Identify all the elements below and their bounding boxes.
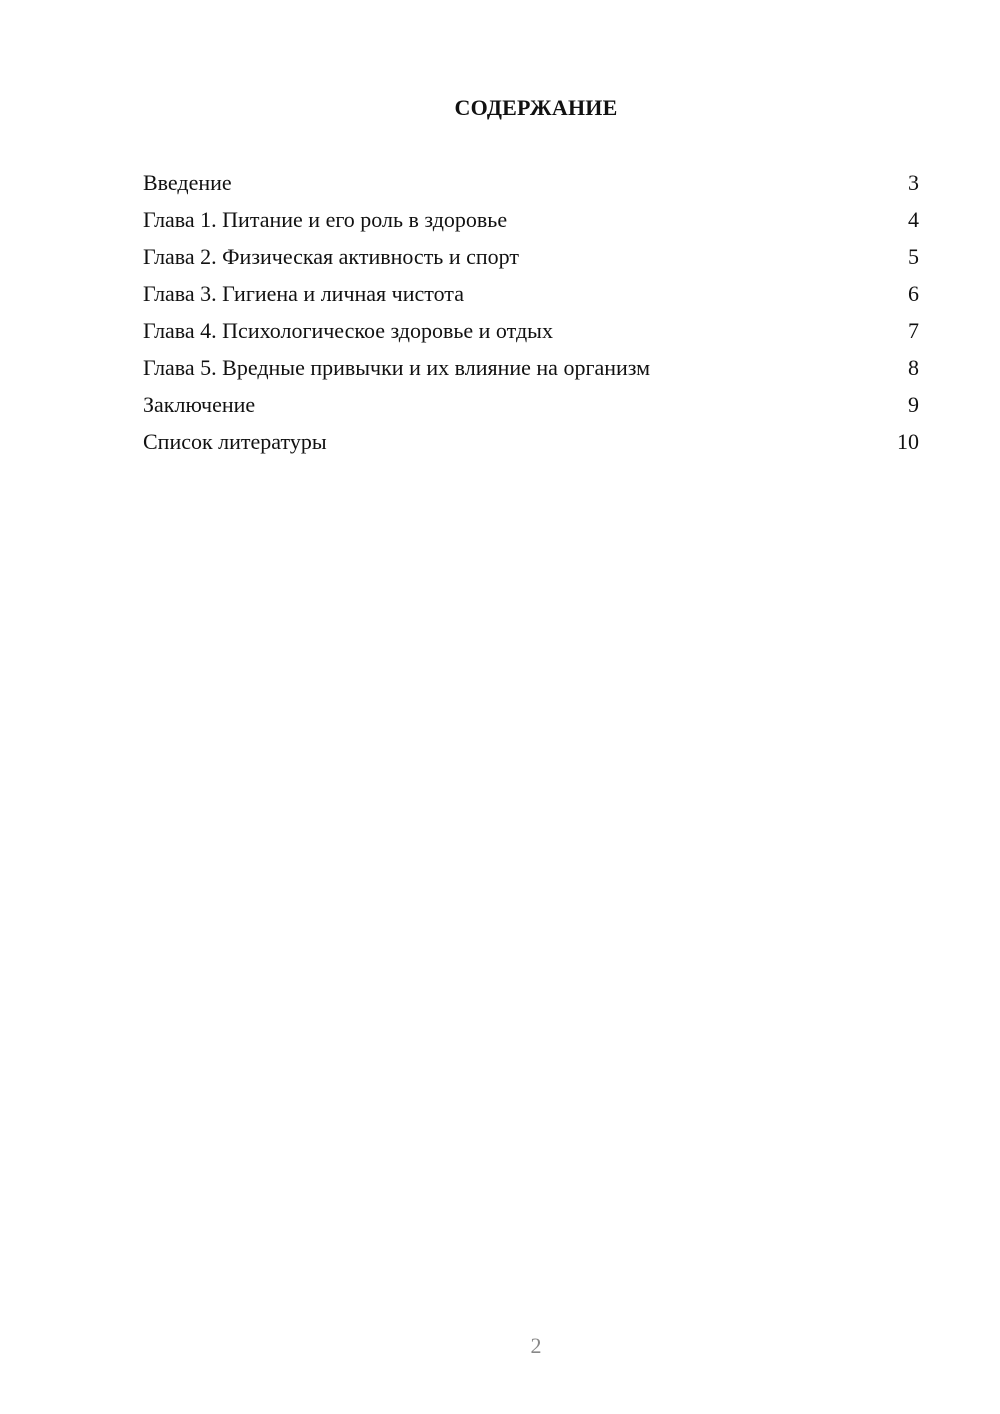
toc-entry-label: Введение <box>143 170 232 195</box>
toc-entry-page: 9 <box>908 392 919 417</box>
toc-entry-page: 8 <box>908 355 919 380</box>
toc-title: СОДЕРЖАНИЕ <box>454 95 618 120</box>
toc-entry-page: 4 <box>908 207 919 232</box>
toc-entry <box>143 207 919 244</box>
toc-entry <box>143 281 919 318</box>
toc-entry-page: 10 <box>897 429 919 454</box>
toc-entry-page: 5 <box>908 244 919 269</box>
toc-entry <box>143 170 919 207</box>
table-of-contents <box>143 170 919 466</box>
toc-entry-label: Список литературы <box>143 429 327 454</box>
toc-entry <box>143 355 919 392</box>
toc-entry-label: Глава 4. Психологическое здоровье и отдых <box>143 318 553 343</box>
toc-entry-label: Заключение <box>143 392 256 417</box>
page-number: 2 <box>530 1333 542 1358</box>
toc-entry <box>143 318 919 355</box>
toc-entry <box>143 429 919 466</box>
toc-entry-label: Глава 5. Вредные привычки и их влияние на организм <box>143 355 651 380</box>
toc-entry-label: Глава 3. Гигиена и личная чистота <box>143 281 464 306</box>
toc-entry-label: Глава 1. Питание и его роль в здоровье <box>143 207 508 232</box>
toc-entry-page: 7 <box>908 318 919 343</box>
toc-entry-label: Глава 2. Физическая активность и спорт <box>143 244 519 269</box>
toc-entry-page: 6 <box>908 281 919 306</box>
toc-entry <box>143 392 919 429</box>
toc-entry-page: 3 <box>908 170 919 195</box>
toc-entry <box>143 244 919 281</box>
